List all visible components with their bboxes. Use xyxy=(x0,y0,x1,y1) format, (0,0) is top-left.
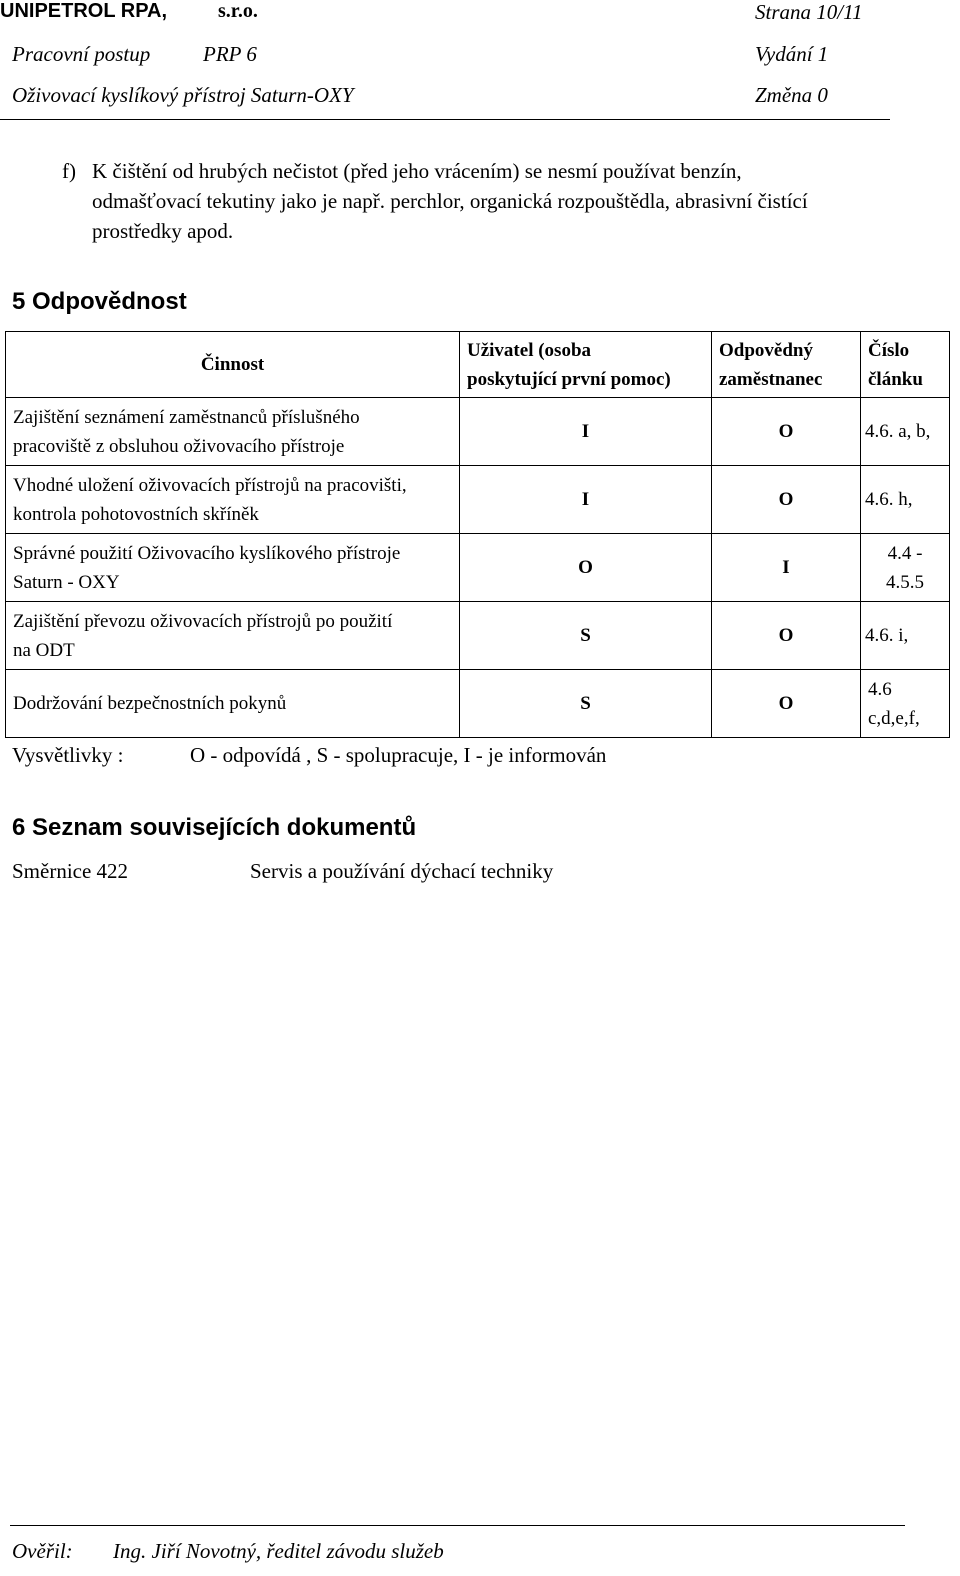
section-6-title: 6 Seznam souvisejících dokumentů xyxy=(12,814,417,841)
responsibility-table xyxy=(5,331,950,738)
col-header-user: Uživatel (osoba poskytující první pomoc) xyxy=(460,332,712,398)
activity-cell: Vhodné uložení oživovacích přístrojů na pracovišti, kontrola pohotovostních skříněk xyxy=(6,466,460,534)
related-doc-ref: Směrnice 422 xyxy=(12,859,129,883)
activity-cell: Zajištění převozu oživovacích přístrojů po použití na ODT xyxy=(6,602,460,670)
user-cell: S xyxy=(460,670,712,738)
legend-label: Vysvětlivky : xyxy=(12,743,124,767)
user-cell: I xyxy=(460,466,712,534)
responsible-cell: O xyxy=(712,398,861,466)
table-row xyxy=(6,602,950,670)
page-number: Strana 10/11 xyxy=(755,0,863,24)
responsible-cell: I xyxy=(712,534,861,602)
activity-cell: Správné použití Oživovacího kyslíkového přístroje Saturn - OXY xyxy=(6,534,460,602)
change-number: Změna 0 xyxy=(755,83,828,107)
user-cell: I xyxy=(460,398,712,466)
article-cell: 4.6 c,d,e,f, xyxy=(861,670,950,738)
verified-label: Ověřil: xyxy=(12,1539,73,1563)
section-5-title: 5 Odpovědnost xyxy=(12,288,187,315)
col-header-responsible: Odpovědný zaměstnanec xyxy=(712,332,861,398)
verified-by: Ing. Jiří Novotný, ředitel závodu služeb xyxy=(113,1539,444,1563)
related-doc-name: Servis a používání dýchací techniky xyxy=(250,859,554,883)
user-cell: O xyxy=(460,534,712,602)
company-suffix: s.r.o. xyxy=(218,0,258,22)
intro-line-2: odmašťovací tekutiny jako je např. perchlor, organická rozpouštědla, abrasivní čistící xyxy=(92,189,808,213)
doc-title: Oživovací kyslíkový přístroj Saturn-OXY xyxy=(12,83,354,107)
article-cell: 4.4 - 4.5.5 xyxy=(861,534,950,602)
responsible-cell: O xyxy=(712,466,861,534)
user-cell: S xyxy=(460,602,712,670)
list-marker: f) xyxy=(62,159,76,183)
article-cell: 4.6. i, xyxy=(861,602,950,670)
col-header-activity: Činnost xyxy=(6,332,460,398)
activity-cell: Dodržování bezpečnostních pokynů xyxy=(6,670,460,738)
header-divider xyxy=(0,119,890,120)
table-row xyxy=(6,534,950,602)
responsible-cell: O xyxy=(712,602,861,670)
doc-code: PRP 6 xyxy=(203,42,257,66)
edition: Vydání 1 xyxy=(755,42,829,66)
footer-divider xyxy=(10,1525,905,1526)
activity-cell: Zajištění seznámení zaměstnanců příslušného pracoviště z obsluhou oživovacího přístroje xyxy=(6,398,460,466)
table-header-row xyxy=(6,332,950,398)
doc-type: Pracovní postup xyxy=(12,42,151,66)
table-row xyxy=(6,466,950,534)
article-cell: 4.6. h, xyxy=(861,466,950,534)
company-name: UNIPETROL RPA, xyxy=(0,0,168,22)
table-row xyxy=(6,398,950,466)
col-header-article: Číslo článku xyxy=(861,332,950,398)
table-row xyxy=(6,670,950,738)
article-cell: 4.6. a, b, xyxy=(861,398,950,466)
intro-line-3: prostředky apod. xyxy=(92,219,234,243)
intro-line-1: K čištění od hrubých nečistot (před jeho vrácením) se nesmí používat benzín, xyxy=(92,159,742,183)
responsible-cell: O xyxy=(712,670,861,738)
legend-text: O - odpovídá , S - spolupracuje, I - je informován xyxy=(190,743,607,767)
